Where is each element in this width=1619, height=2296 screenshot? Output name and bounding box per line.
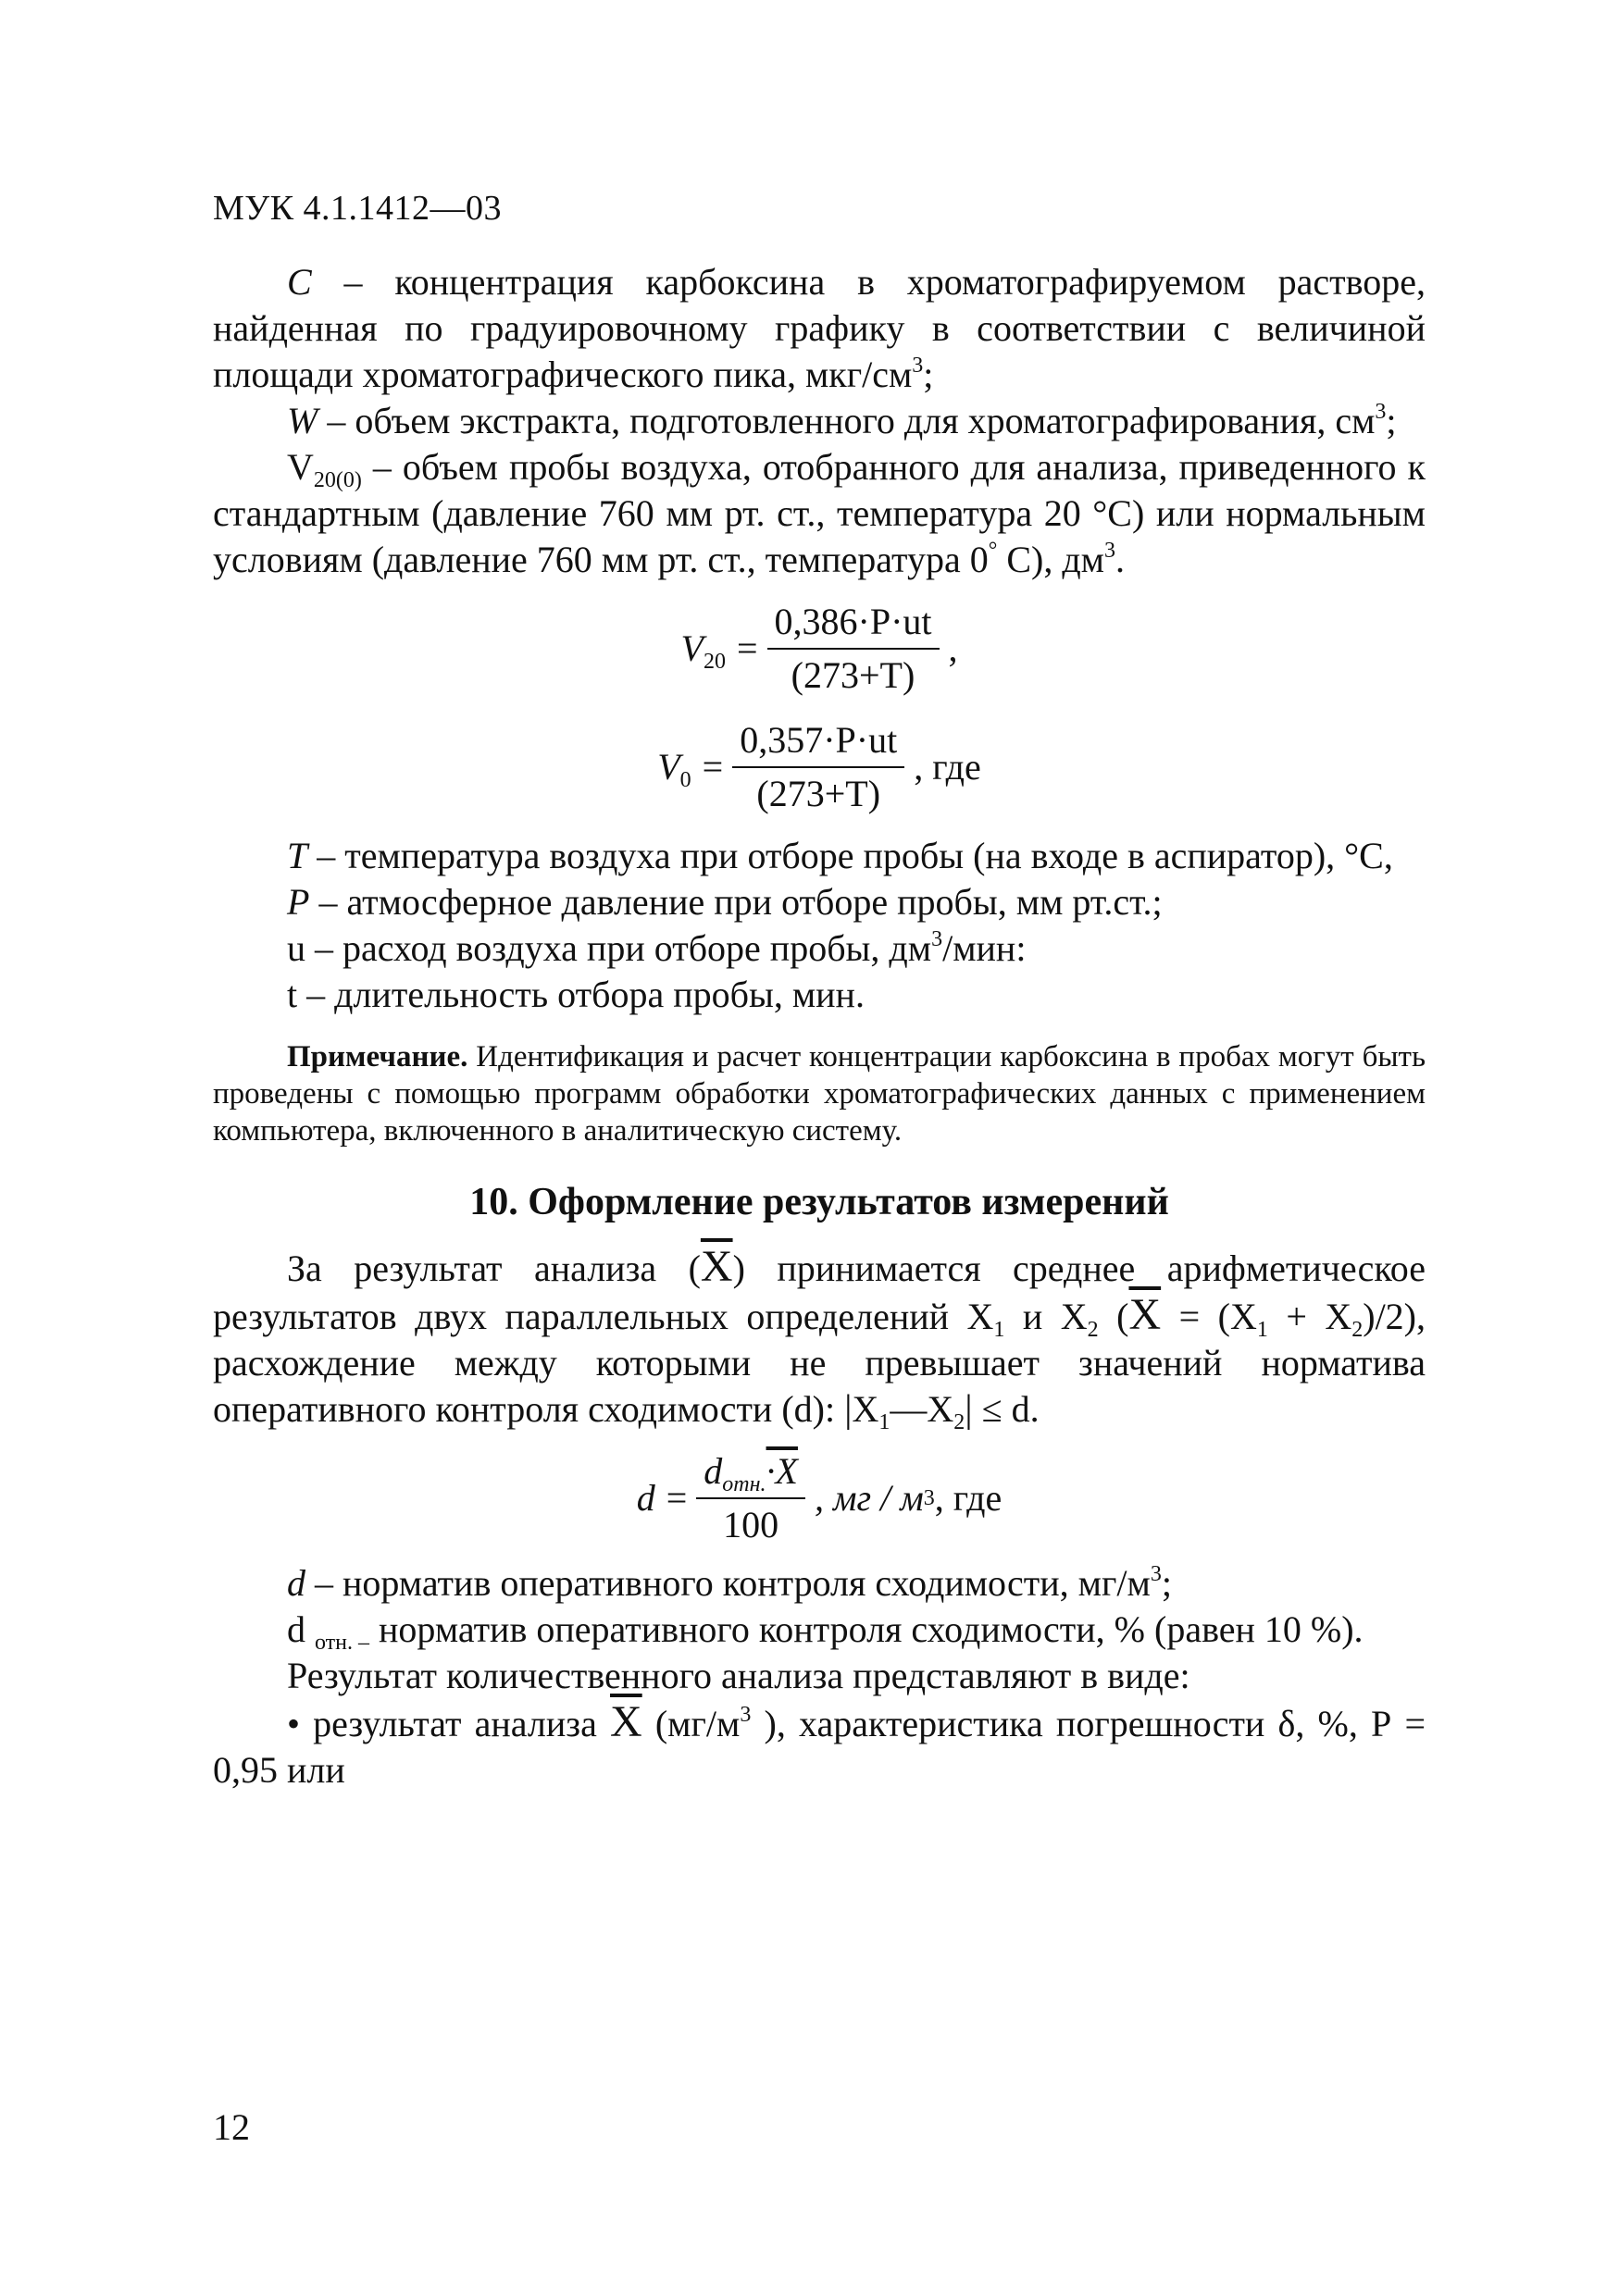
formula-d: d = $\frac{d_{отн.}\cdot X}{100}$ , мг / м 3 , где [636,1450,1003,1545]
def-w: W – объем экстракта, подготовленного для хроматографирования, $см^3$; [287,400,1397,441]
present-intro: Результат количественного анализа представляют в виде: [287,1655,1190,1696]
formula-v0-denominator: (273+T) [756,773,881,814]
var-d: d – норматив оперативного контроля сходимости, $мг/м^3$; [287,1562,1172,1604]
symbol-drel: d [287,1608,305,1650]
formula-v20-eq: = [736,627,758,669]
var-drel-text: норматив оперативного контроля сходимости, % (равен 10 %). [369,1608,1364,1650]
note-label: Примечание. [287,1040,468,1074]
degree-mark: ° [988,539,998,563]
var-d-tail: ; [1161,1562,1172,1604]
def-v: $V_{20(0)}$ – объем пробы воздуха, отобранного для анализа, приведенного к стандартным (давление 760 мм рт. ст., температура 20 °С) или нормальным условиям (давление 760 мм рт. ст., температура 0° С), $дм^3$. [213,446,1426,580]
formula-d-lhs: d [636,1477,655,1519]
formula-v0-eq: = [702,746,724,788]
note-text: Идентификация и расчет концентрации карбоксина в пробах могут быть проведены с помощью программ обработки хроматографических данных с применением компьютера, включенного в аналитическую систему. [213,1040,1426,1148]
var-u-tail: /мин: [942,927,1027,969]
formula-d-numerator: $d_{отн.}\cdot X$ [696,1449,805,1499]
formula-d-fraction [696,1449,805,1547]
def-c: C – концентрация карбоксина в хроматографируемом растворе, найденная по градуировочному графику в соответствии с величиной площади хроматографического пика, мкг/$см^3$; [213,261,1426,395]
note-paragraph [213,1038,1426,1149]
def-v-end: . [1115,539,1125,580]
symbol-t: T [287,835,308,876]
document-header: МУК 4.1.1412—03 [213,189,503,228]
formula-v0-fraction [732,718,904,816]
var-t-duration [213,972,1426,1018]
var-p [213,879,1426,925]
symbol-v: V [287,446,314,488]
symbol-drel-sub: отн. – [315,1631,370,1655]
document-page [213,185,1426,1793]
def-v-tail: С), дм [997,539,1104,580]
var-t-duration-text: t – длительность отбора пробы, мин. [287,974,865,1015]
def-w-tail: ; [1386,400,1397,441]
symbol-p: P [287,881,310,923]
formula-v0-numerator: 0,357·P·ut [732,718,904,768]
formula-d-unit: , мг / м [814,1477,924,1519]
formula-v0 [213,718,1426,816]
formula-v0-lhs: $V_0$ [657,746,691,792]
result-x-symbol: $\overline{X}$ [610,1697,642,1746]
formula-v20-numerator: 0,386·P·ut [767,600,940,650]
symbol-v-sub: 20(0) [313,468,362,492]
formula-v20-denominator: (273+T) [791,654,915,696]
formula-v20 [213,600,1426,698]
var-p-text: – атмосферное давление при отборе пробы, мм рт.ст.; [309,881,1163,923]
def-w-text: – объем экстракта, подготовленного для хроматографирования, см [318,400,1376,441]
formula-v20-fraction [767,600,940,698]
formula-d-tail: , где [934,1477,1003,1519]
present-bullet: • результат анализа $\overline{X}$ ($мг/м^3$ ), характеристика погрешности δ, %, Р = 0,95 или [213,1697,1426,1791]
def-c-text: – концентрация карбоксина в хроматографируемом растворе, найденная по градуировочному графику в соответствии с величиной площади хроматографического пика, мкг/см [213,261,1426,395]
var-d-text: – норматив оперативного контроля сходимости, мг/м [305,1562,1151,1604]
mean-x-symbol: $\overline{X}$ [700,1242,733,1291]
var-u-text: u – расход воздуха при отборе пробы, дм [287,927,932,969]
page-number: 12 [213,2106,250,2148]
symbol-w: W [287,400,318,441]
symbol-c: C [287,261,312,303]
var-drel [213,1607,1426,1653]
formula-v20-lhs: $V_{20}$ [680,627,726,674]
var-t-text: – температура воздуха при отборе пробы (на входе в аспиратор), °С, [307,835,1393,876]
formula-v0-tail: , где [914,746,981,788]
formula-d-denominator: 100 [723,1504,779,1545]
formula-d-eq: = [666,1477,688,1519]
formula-v20-tail: , [948,627,958,669]
var-u: u – расход воздуха при отборе пробы, $дм^3$/мин: [287,927,1027,969]
var-t [213,833,1426,879]
symbol-d: d [287,1562,305,1604]
result-paragraph: За результат анализа $(\overline{X})$ принимается среднее арифметическое результатов двух параллельных определений $X_1$ и $X_2$ $(\overline{X} = (X_1 + X_2)/2)$, расхождение между которыми не превышает значений норматива оперативного контроля сходимости (d): $|X_1—X_2| \le d$. [213,1242,1426,1434]
section-title: 10. Оформление результатов измерений [469,1181,1169,1223]
def-c-tail: ; [923,354,934,395]
def-v-text: – объем пробы воздуха, отобранного для анализа, приведенного к стандартным (давление 760 мм рт. ст., температура 20 °С) или нормальным условиям (давление 760 мм рт. ст., температура 0 [213,446,1426,580]
